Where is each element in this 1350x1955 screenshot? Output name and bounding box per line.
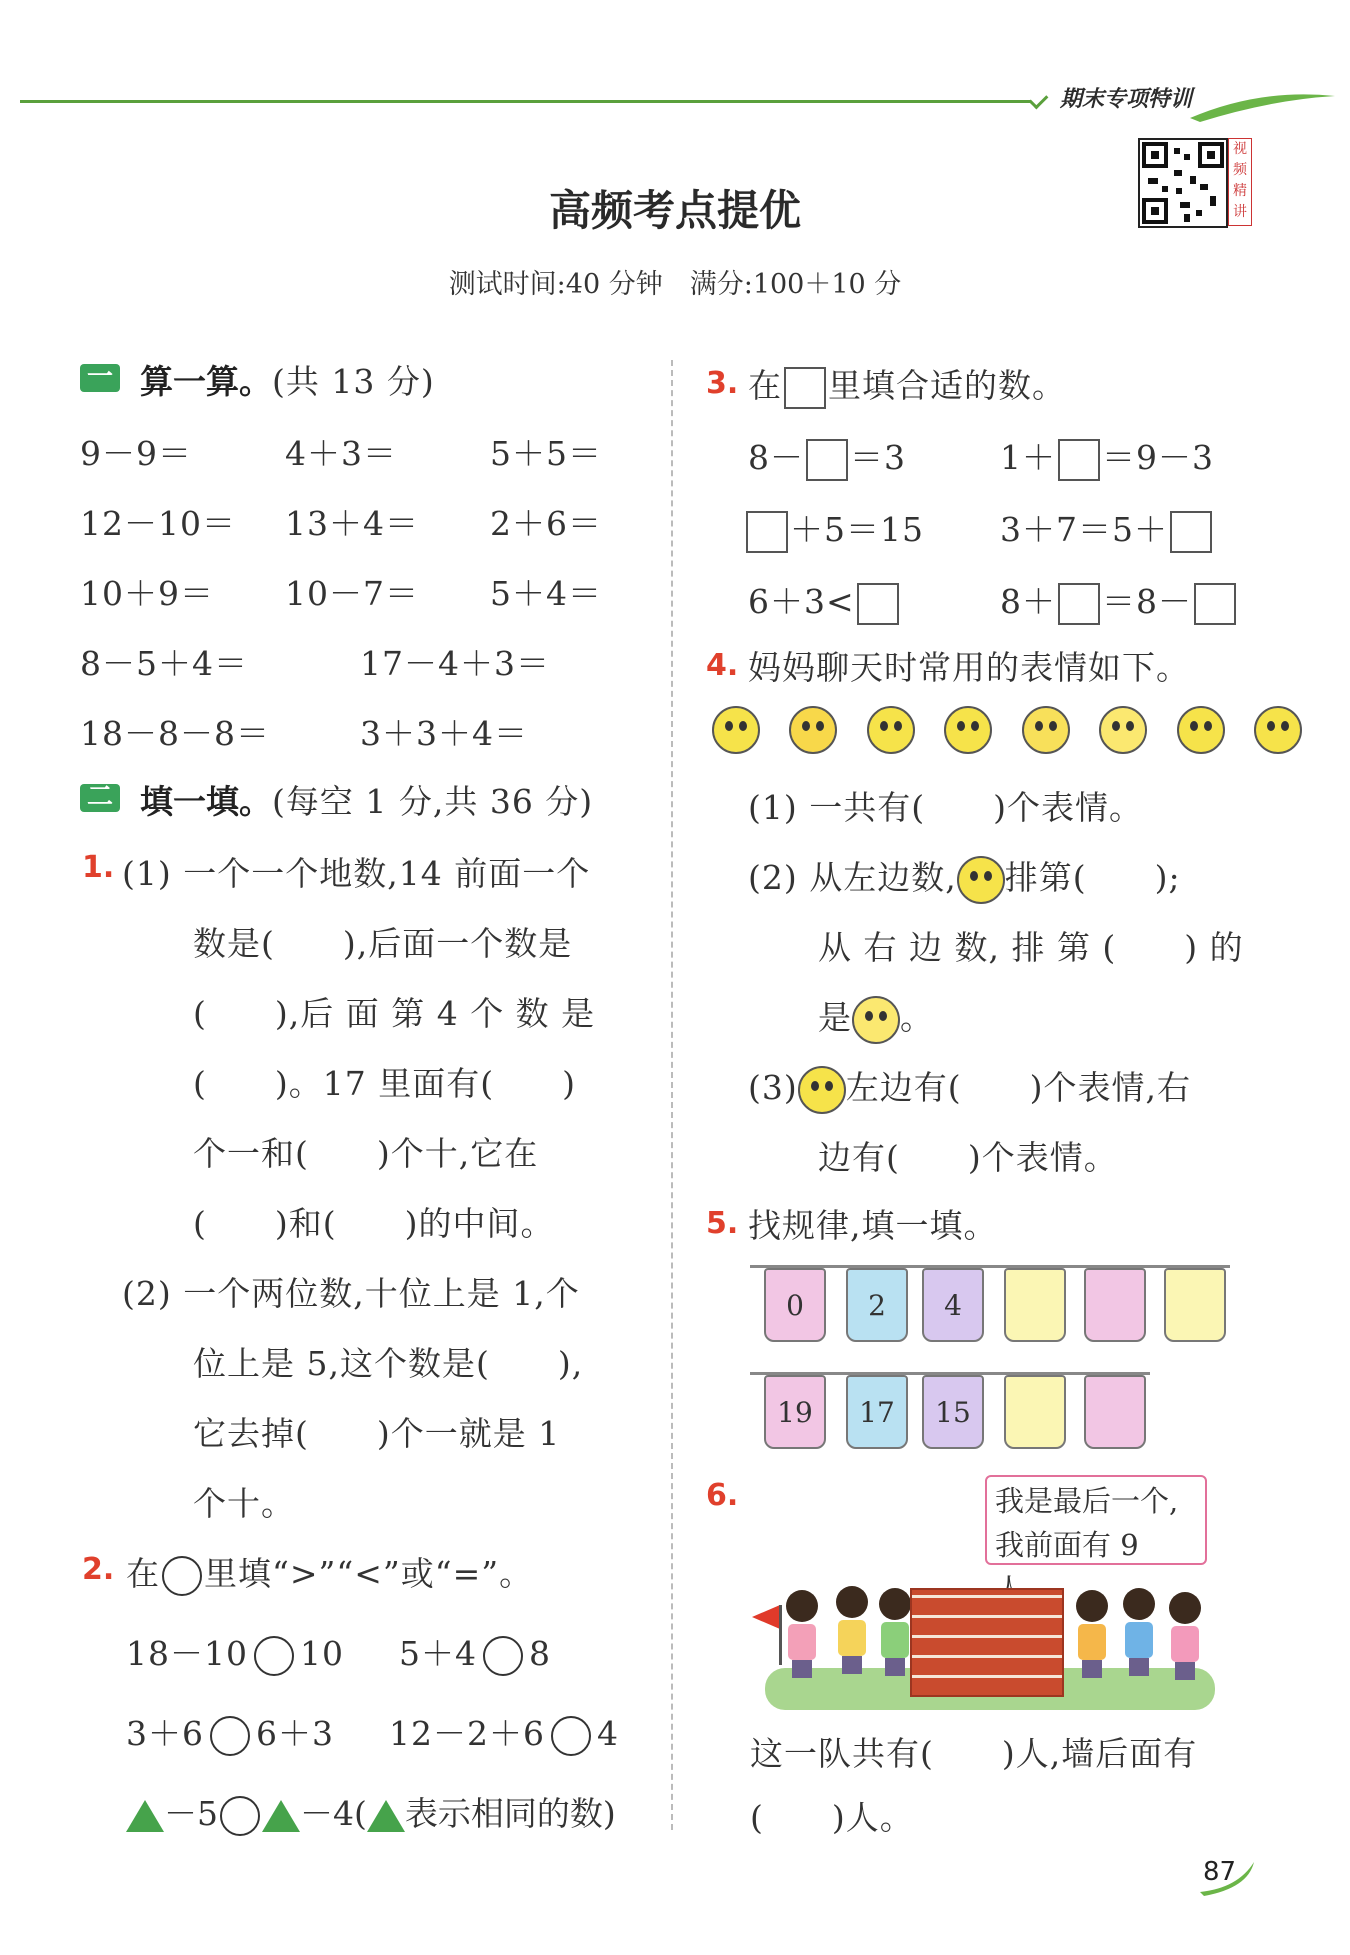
worried-face-icon bbox=[852, 996, 900, 1044]
section2-points: (每空 1 分,共 36 分) bbox=[272, 782, 594, 821]
q3-expr: ＝8－ bbox=[1102, 582, 1192, 621]
q3-expr: 6＋3< bbox=[748, 582, 855, 621]
cloth-card-blank[interactable] bbox=[1084, 1375, 1146, 1449]
bubble-line: 我是最后一个, bbox=[995, 1484, 1179, 1518]
bubble-line: 我前面有 9 bbox=[995, 1528, 1139, 1562]
emoji-row bbox=[712, 706, 1302, 754]
answer-box[interactable] bbox=[746, 511, 788, 553]
section2-title: 填一填。 bbox=[140, 782, 272, 821]
q3-eq bbox=[748, 432, 906, 481]
q4-instruction: 妈妈聊天时常用的表情如下。 bbox=[748, 648, 1190, 687]
section1-title: 算一算。 bbox=[140, 362, 272, 401]
q1-line: 数是( ),后面一个数是 bbox=[193, 924, 573, 963]
cloth-card: 0 bbox=[764, 1268, 826, 1342]
brick-wall bbox=[910, 1588, 1064, 1697]
q2-expr: 3＋6 bbox=[126, 1714, 204, 1753]
q1-line: 个一和( )个十,它在 bbox=[193, 1134, 539, 1173]
q2-expr: 4 bbox=[596, 1714, 619, 1753]
child-figure bbox=[1075, 1590, 1109, 1680]
q2-expr: 6＋3 bbox=[256, 1714, 334, 1753]
section1-header bbox=[140, 356, 435, 403]
q4-line3: 从 右 边 数, 排 第 ( ) 的 bbox=[818, 928, 1244, 967]
child-figure bbox=[835, 1586, 869, 1676]
calc-item: 12－10＝ bbox=[80, 504, 236, 543]
calc-item: 10＋9＝ bbox=[80, 574, 214, 613]
cloth-card-blank[interactable] bbox=[1084, 1268, 1146, 1342]
calc-item: 9－9＝ bbox=[80, 434, 192, 473]
q4-text: (3) bbox=[748, 1068, 798, 1107]
q3-instruction bbox=[748, 360, 1066, 409]
child-figure bbox=[878, 1588, 912, 1678]
header-rule bbox=[20, 100, 1030, 103]
q1-line: 位上是 5,这个数是( ), bbox=[193, 1344, 584, 1383]
child-figure bbox=[785, 1590, 819, 1680]
circle-icon bbox=[162, 1556, 202, 1596]
sweat-face-icon bbox=[1177, 706, 1225, 754]
q4-line2 bbox=[748, 852, 1181, 904]
q3-expr: 8－ bbox=[748, 438, 804, 477]
section1-points: (共 13 分) bbox=[272, 362, 435, 401]
calc-item: 17－4＋3＝ bbox=[360, 644, 550, 683]
compare-circle[interactable] bbox=[210, 1716, 250, 1756]
answer-box[interactable] bbox=[1194, 583, 1236, 625]
q3-expr: 8＋ bbox=[1000, 582, 1056, 621]
q3-expr: 1＋ bbox=[1000, 438, 1056, 477]
q2-expr: －4( bbox=[300, 1794, 367, 1833]
q3-eq bbox=[744, 504, 924, 553]
page-number: 87 bbox=[1203, 1857, 1237, 1887]
q4-number: 4. bbox=[706, 648, 739, 683]
q1-line: (1) 一个一个地数,14 前面一个 bbox=[122, 854, 591, 893]
flag-pole bbox=[779, 1605, 782, 1665]
q3-eq bbox=[748, 576, 901, 625]
q1-line: 个十。 bbox=[193, 1484, 295, 1523]
child-figure bbox=[1122, 1588, 1156, 1678]
section2-header bbox=[140, 776, 593, 823]
q1-line: ( ),后 面 第 4 个 数 是 bbox=[193, 994, 596, 1033]
surprised-face-icon bbox=[798, 1066, 846, 1114]
q5-number: 5. bbox=[706, 1206, 739, 1241]
q3-eq bbox=[1000, 432, 1214, 481]
smirk-face-icon bbox=[1022, 706, 1070, 754]
q2-note: 表示相同的数) bbox=[404, 1794, 616, 1833]
q2-instruction bbox=[126, 1548, 533, 1596]
video-tag: 视频精讲 bbox=[1228, 138, 1252, 226]
leaf-swoosh-icon bbox=[1198, 1858, 1258, 1898]
q4-line5 bbox=[748, 1062, 1191, 1114]
q3-expr: ＋5＝15 bbox=[790, 510, 924, 549]
q3-eq bbox=[1000, 504, 1214, 553]
cloth-card: 2 bbox=[846, 1268, 908, 1342]
q2-expr: 8 bbox=[528, 1634, 551, 1673]
q4-line4 bbox=[818, 992, 934, 1044]
answer-box[interactable] bbox=[1058, 583, 1100, 625]
calc-item: 4＋3＝ bbox=[285, 434, 397, 473]
cloth-card: 17 bbox=[846, 1375, 908, 1449]
q2-row bbox=[126, 1628, 551, 1676]
q4-line6: 边有( )个表情。 bbox=[818, 1138, 1118, 1177]
section1-badge: 一 bbox=[80, 364, 120, 392]
calc-item: 10－7＝ bbox=[285, 574, 419, 613]
header-banner: 期末专项特训 bbox=[1060, 87, 1193, 112]
triangle-icon bbox=[262, 1800, 300, 1832]
q3-number: 3. bbox=[706, 366, 739, 401]
q1-line: (2) 一个两位数,十位上是 1,个 bbox=[122, 1274, 580, 1313]
q3-instr-a: 在 bbox=[748, 366, 782, 405]
q3-instr-b: 里填合适的数。 bbox=[828, 366, 1066, 405]
q3-expr: ＝9－3 bbox=[1102, 438, 1214, 477]
answer-box[interactable] bbox=[806, 439, 848, 481]
q1-line: 它去掉( )个一就是 1 bbox=[193, 1414, 561, 1453]
q3-expr: 3＋7＝5＋ bbox=[1000, 510, 1168, 549]
grin-teeth-face-icon bbox=[1254, 706, 1302, 754]
q2-expr: 5＋4 bbox=[398, 1634, 477, 1673]
q1-line: ( )。17 里面有( ) bbox=[193, 1064, 576, 1103]
test-info: 测试时间:40 分钟 满分:100＋10 分 bbox=[448, 269, 902, 300]
q2-instr-b: 里填“>”“<”或“=”。 bbox=[204, 1554, 534, 1593]
q4-text: 左边有( )个表情,右 bbox=[845, 1068, 1191, 1107]
calc-item: 2＋6＝ bbox=[490, 504, 602, 543]
calc-item: 8－5＋4＝ bbox=[80, 644, 248, 683]
q2-expr: 10 bbox=[299, 1634, 344, 1673]
q3-expr: ＝3 bbox=[850, 438, 906, 477]
calc-item: 5＋4＝ bbox=[490, 574, 602, 613]
cloth-card-blank[interactable] bbox=[1004, 1268, 1066, 1342]
column-divider bbox=[671, 360, 673, 1830]
q4-line1: (1) 一共有( )个表情。 bbox=[748, 788, 1143, 827]
cloth-card: 4 bbox=[922, 1268, 984, 1342]
q6-line1: 这一队共有( )人,墙后面有 bbox=[750, 1734, 1198, 1773]
leaf-swoosh-icon bbox=[1180, 88, 1340, 128]
q6-line2: ( )人。 bbox=[750, 1798, 914, 1837]
cloth-card-blank[interactable] bbox=[1164, 1268, 1226, 1342]
q2-expr: 12－2＋6 bbox=[389, 1714, 545, 1753]
check-icon bbox=[1029, 90, 1049, 110]
section2-badge: 二 bbox=[80, 784, 120, 812]
q4-text: 。 bbox=[900, 998, 934, 1037]
q6-number: 6. bbox=[706, 1478, 739, 1513]
q5-instruction: 找规律,填一填。 bbox=[748, 1206, 998, 1245]
answer-box[interactable] bbox=[857, 583, 899, 625]
calc-item: 3＋3＋4＝ bbox=[360, 714, 528, 753]
q4-text: (2) 从左边数, bbox=[748, 858, 957, 897]
q1-number: 1. bbox=[82, 850, 115, 885]
worried-face-icon bbox=[1099, 706, 1147, 754]
q4-text: 是 bbox=[818, 998, 852, 1037]
qr-code[interactable] bbox=[1138, 138, 1228, 228]
child-figure bbox=[1168, 1592, 1202, 1682]
q1-line: ( )和( )的中间。 bbox=[193, 1204, 555, 1243]
q2-row bbox=[126, 1788, 616, 1836]
q2-row bbox=[126, 1708, 619, 1756]
cloth-card: 15 bbox=[922, 1375, 984, 1449]
cloth-card-blank[interactable] bbox=[1004, 1375, 1066, 1449]
q2-expr: 18－10 bbox=[126, 1634, 248, 1673]
compare-circle[interactable] bbox=[483, 1636, 523, 1676]
grin-face-icon bbox=[712, 706, 760, 754]
triangle-icon bbox=[126, 1800, 164, 1832]
calc-item: 5＋5＝ bbox=[490, 434, 602, 473]
box-icon bbox=[784, 367, 826, 409]
q2-number: 2. bbox=[82, 1552, 115, 1587]
q2-expr: －5 bbox=[164, 1794, 218, 1833]
speech-bubble bbox=[985, 1475, 1207, 1565]
side-eye-face-icon bbox=[957, 856, 1005, 904]
laugh-face-icon bbox=[789, 706, 837, 754]
compare-circle[interactable] bbox=[254, 1636, 294, 1676]
q3-eq bbox=[1000, 576, 1238, 625]
page-title: 高频考点提优 bbox=[548, 186, 801, 235]
q4-text: 排第( ); bbox=[1004, 858, 1181, 897]
q2-instr-a: 在 bbox=[126, 1554, 160, 1593]
flag-icon bbox=[752, 1605, 780, 1629]
answer-box[interactable] bbox=[1058, 439, 1100, 481]
compare-circle[interactable] bbox=[551, 1716, 591, 1756]
qr-pattern-icon bbox=[1140, 140, 1226, 226]
compare-circle[interactable] bbox=[220, 1796, 260, 1836]
surprised-face-icon bbox=[867, 706, 915, 754]
answer-box[interactable] bbox=[1170, 511, 1212, 553]
cloth-card: 19 bbox=[764, 1375, 826, 1449]
triangle-icon bbox=[367, 1800, 405, 1832]
calc-item: 18－8－8＝ bbox=[80, 714, 270, 753]
side-eye-face-icon bbox=[944, 706, 992, 754]
calc-item: 13＋4＝ bbox=[285, 504, 419, 543]
